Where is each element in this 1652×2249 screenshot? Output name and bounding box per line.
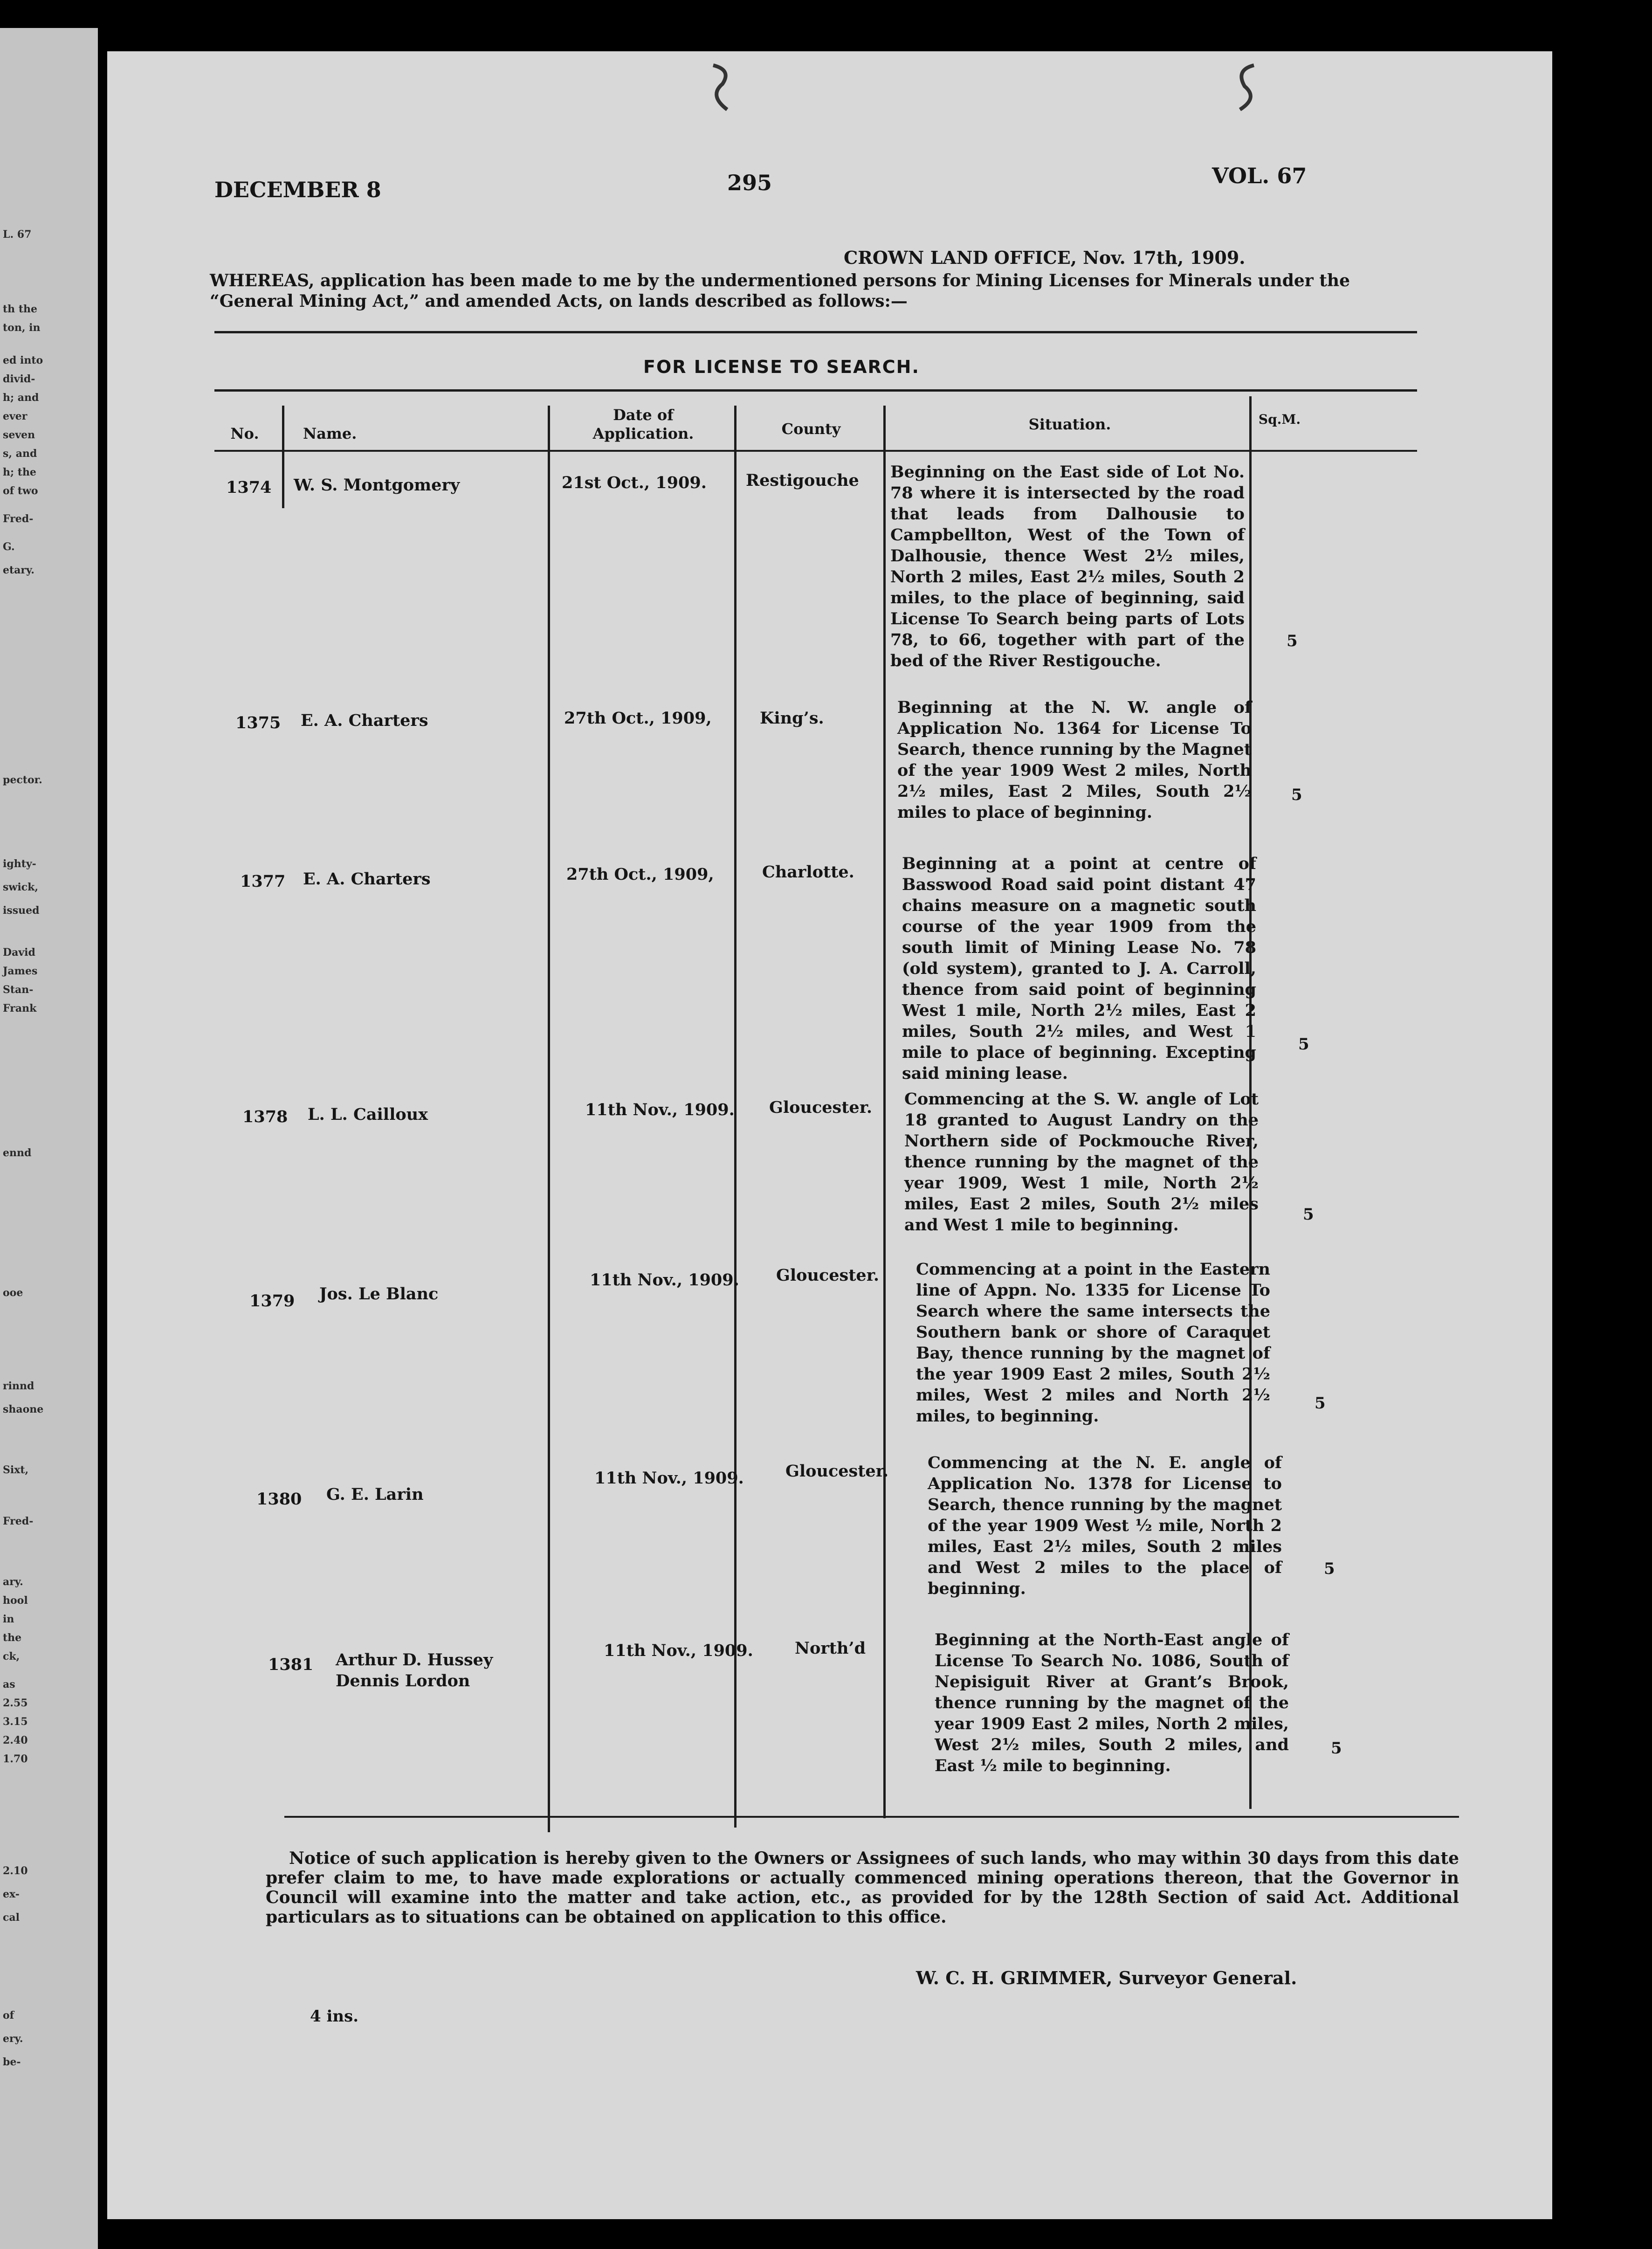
- row-name: G. E. Larin: [326, 1485, 424, 1504]
- col-divider-county: [883, 406, 886, 1818]
- row-sqm: 5: [1324, 1559, 1335, 1578]
- col-header-no: No.: [230, 425, 259, 442]
- fragment: ighty-: [3, 858, 36, 870]
- fragment: 2.55: [3, 1697, 28, 1709]
- fragment: ever: [3, 410, 28, 422]
- fragment: of two: [3, 485, 38, 497]
- col-header-date: Date of Application.: [592, 406, 694, 442]
- binding-holes: [685, 56, 1291, 121]
- row-county: Gloucester.: [769, 1098, 873, 1117]
- fragment: pector.: [3, 774, 42, 786]
- row-number: 1378: [242, 1107, 288, 1126]
- fragment: etary.: [3, 564, 34, 576]
- fragment: ennd: [3, 1147, 32, 1159]
- row-date: 11th Nov., 1909.: [604, 1641, 753, 1660]
- fragment: h; and: [3, 392, 39, 404]
- fragment: swick,: [3, 881, 38, 893]
- fragment: s, and: [3, 448, 37, 460]
- col-header-name: Name.: [303, 425, 357, 442]
- fragment: divid-: [3, 373, 35, 385]
- col-header-county: County: [781, 420, 841, 438]
- row-county: Charlotte.: [762, 862, 854, 882]
- row-number: 1379: [249, 1291, 295, 1311]
- row-sqm: 5: [1331, 1739, 1342, 1758]
- row-county: Gloucester.: [776, 1266, 880, 1285]
- col-divider-name: [548, 406, 550, 1832]
- row-situation: Commencing at a point in the Eastern line of Appn. No. 1335 for License To Search where the same intersects the Southern bank or shore of Caraquet Bay, thence running by the magnet of the year 1909 East 2 miles, South 2½ miles, West 2 miles and North 2½ miles, to beginning.: [916, 1260, 1270, 1426]
- notice-paragraph: Notice of such application is hereby given to the Owners or Assignees of such lands, who may within 30 days from this date prefer claim to me, to have made explorations or actually commenced mining operations thereon, that the Governor in Council will examine into the matter and take action, etc., as provided for by the 128th Section of said Act. Additional particulars as to situations can be obtained on application to this office.: [266, 1849, 1459, 1927]
- fragment: ery.: [3, 2033, 23, 2045]
- row-name-second: Dennis Lordon: [336, 1671, 470, 1690]
- fragment: ooe: [3, 1287, 23, 1299]
- intro-paragraph: WHEREAS, application has been made to me by the undermentioned persons for Mining Licenses for Minerals under the “General Mining Act,” and amended Acts, on lands described as follows:—: [210, 271, 1350, 311]
- row-date: 27th Oct., 1909,: [566, 865, 714, 884]
- scan-border: [1552, 0, 1652, 2249]
- header-date: DECEMBER 8: [214, 177, 381, 202]
- row-situation: Commencing at the S. W. angle of Lot 18 granted to August Landry on the Northern side of Pockmouche River, thence running by the magnet of the year 1909, West 1 mile, North 2½ miles, East 2 miles, South 2½ miles and West 1 mile to beginning.: [904, 1090, 1259, 1235]
- fragment: h; the: [3, 466, 36, 478]
- office-line: CROWN LAND OFFICE, Nov. 17th, 1909.: [844, 247, 1246, 268]
- fragment: ck,: [3, 1650, 20, 1663]
- row-date: 27th Oct., 1909,: [564, 709, 712, 728]
- row-name: W. S. Montgomery: [294, 476, 460, 495]
- fragment: as: [3, 1678, 15, 1690]
- fragment: issued: [3, 904, 40, 917]
- row-county: Gloucester.: [785, 1462, 889, 1481]
- fragment: ex-: [3, 1888, 20, 1900]
- row-county: King’s.: [760, 709, 824, 728]
- fragment: Fred-: [3, 1515, 34, 1527]
- row-situation: Beginning at the North-East angle of License To Search No. 1086, South of Nepisiguit River at Grant’s Brook, thence running by the magnet of the year 1909 East 2 miles, North 2 miles, West 2½ miles, South 2 miles, and East ½ mile to beginning.: [935, 1630, 1289, 1775]
- header-page-number: 295: [727, 170, 772, 195]
- row-sqm: 5: [1315, 1394, 1326, 1413]
- fragment: 3.15: [3, 1716, 28, 1728]
- header-volume: VOL. 67: [1212, 163, 1307, 188]
- row-sqm: 5: [1287, 632, 1298, 650]
- row-date: 11th Nov., 1909.: [590, 1270, 739, 1290]
- row-number: 1381: [268, 1655, 314, 1674]
- fragment: L. 67: [3, 228, 32, 241]
- row-number: 1377: [240, 872, 286, 891]
- signature: W. C. H. GRIMMER, Surveyor General.: [916, 1967, 1297, 1988]
- fragment: David: [3, 946, 35, 959]
- gazette-page: [107, 51, 1552, 2219]
- row-name: Arthur D. Hussey: [336, 1650, 493, 1670]
- row-county: Restigouche: [746, 471, 859, 490]
- row-county: North’d: [795, 1639, 866, 1658]
- fragment: cal: [3, 1911, 20, 1924]
- insertions-note: 4 ins.: [310, 2007, 359, 2026]
- row-number: 1374: [226, 478, 272, 497]
- fragment: 1.70: [3, 1753, 28, 1765]
- row-sqm: 5: [1291, 786, 1302, 804]
- adjacent-page-strip: [0, 28, 98, 2249]
- fragment: Fred-: [3, 513, 34, 525]
- row-name: Jos. Le Blanc: [319, 1284, 439, 1304]
- row-date: 11th Nov., 1909.: [594, 1469, 744, 1488]
- fragment: hool: [3, 1594, 28, 1607]
- fragment: the: [3, 1632, 22, 1644]
- row-situation: Commencing at the N. E. angle of Application No. 1378 for License to Search, thence running by the magnet of the year 1909 West ½ mile, North 2 miles, East 2½ miles, South 2 miles and West 2 miles to the place of beginning.: [928, 1453, 1282, 1598]
- fragment: th the: [3, 303, 37, 315]
- fragment: be-: [3, 2056, 21, 2068]
- row-date: 21st Oct., 1909.: [562, 473, 707, 492]
- fragment: Frank: [3, 1002, 37, 1014]
- table-top-rule: [214, 389, 1417, 392]
- fragment: rinnd: [3, 1380, 34, 1392]
- row-date: 11th Nov., 1909.: [585, 1100, 735, 1119]
- col-divider-no: [282, 406, 284, 508]
- row-situation: Beginning at a point at centre of Basswood Road said point distant 47 chains measure on a magnetic south course of the year 1909 from the south limit of Mining Lease No. 78 (old system), granted to J. A. Carroll, thence from said point of beginning West 1 mile, North 2½ miles, East 2 miles, South 2½ miles, and West 1 mile to place of beginning. Excepting said mining lease.: [902, 854, 1256, 1083]
- fragment: ary.: [3, 1576, 23, 1588]
- fragment: shaone: [3, 1403, 44, 1415]
- rule: [214, 331, 1417, 333]
- row-number: 1380: [256, 1490, 302, 1509]
- fragment: 2.10: [3, 1865, 28, 1877]
- fragment: 2.40: [3, 1734, 28, 1746]
- col-header-situation: Situation.: [1028, 415, 1111, 433]
- fragment: Stan-: [3, 984, 34, 996]
- fragment: of: [3, 2009, 14, 2021]
- fragment: G.: [3, 541, 15, 553]
- table-header-rule: [214, 450, 1417, 452]
- col-header-sqm: Sq.M.: [1258, 412, 1301, 427]
- fragment: ton, in: [3, 322, 41, 334]
- row-name: E. A. Charters: [303, 869, 431, 889]
- row-name: L. L. Cailloux: [308, 1105, 428, 1124]
- table-bottom-rule: [284, 1816, 1459, 1818]
- row-situation: Beginning at the N. W. angle of Application No. 1364 for License To Search, thence running by the Magnet of the year 1909 West 2 miles, North 2½ miles, East 2 Miles, South 2½ miles to place of beginning.: [897, 698, 1252, 822]
- fragment: seven: [3, 429, 35, 441]
- row-sqm: 5: [1303, 1205, 1314, 1224]
- fragment: ed into: [3, 354, 43, 366]
- section-title: FOR LICENSE TO SEARCH.: [643, 357, 920, 377]
- fragment: Sixt,: [3, 1464, 29, 1476]
- row-name: E. A. Charters: [301, 711, 428, 730]
- fragment: James: [3, 965, 38, 977]
- row-sqm: 5: [1298, 1035, 1309, 1054]
- row-number: 1375: [235, 713, 281, 732]
- row-situation: Beginning on the East side of Lot No. 78 where it is intersected by the road that leads from Dalhousie to Campbellton, West of the Town of Dalhousie, thence West 2½ miles, North 2 miles, East 2½ miles, South 2 miles, to the place of beginning, said License To Search being parts of Lots 78, to 66, together with part of the bed of the River Restigouche.: [890, 462, 1245, 670]
- fragment: in: [3, 1613, 14, 1625]
